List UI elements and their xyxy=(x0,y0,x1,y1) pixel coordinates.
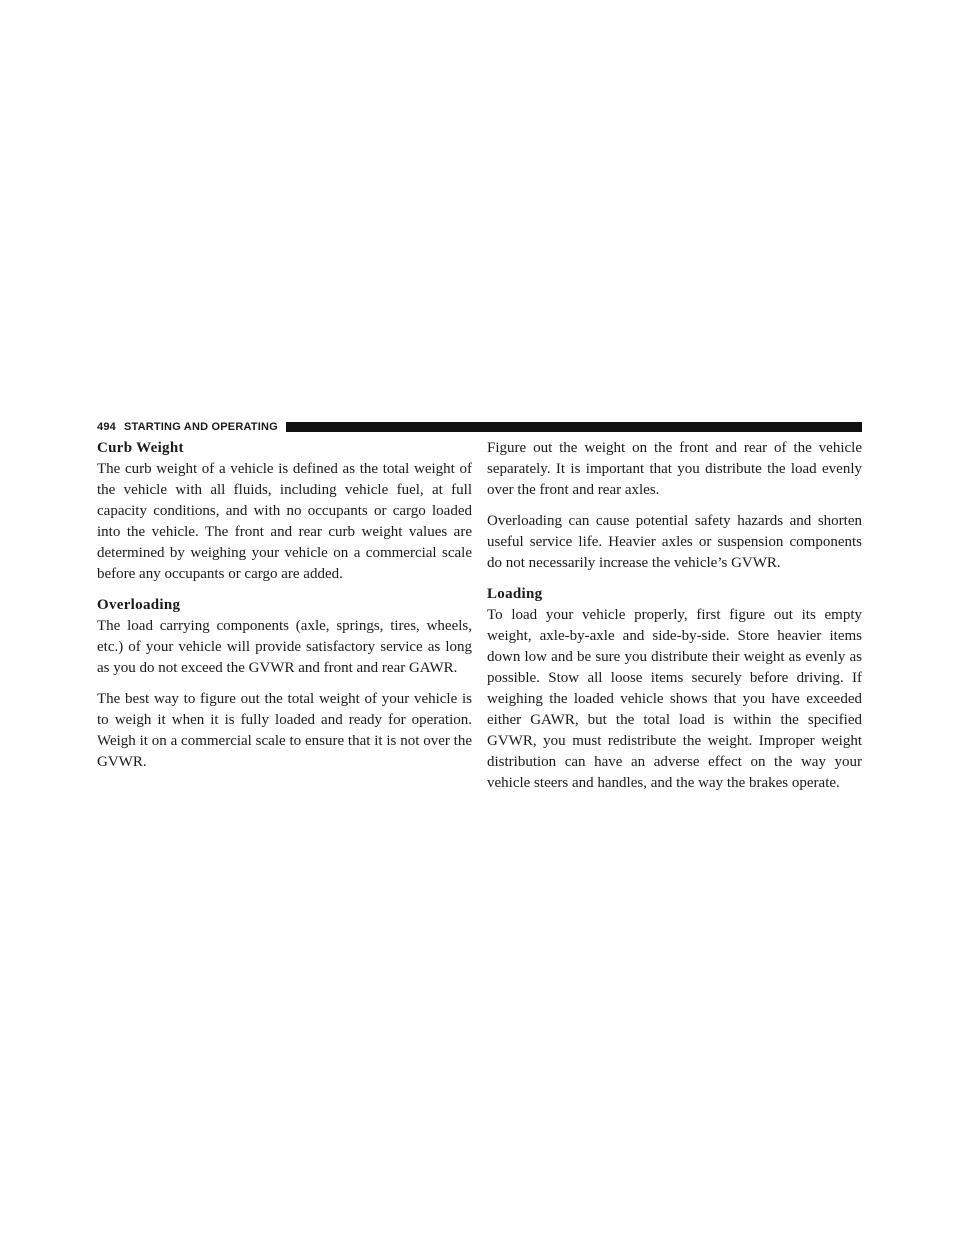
left-column xyxy=(97,438,472,773)
overloading-paragraph-1: The load carrying components (axle, springs, tires, wheels, etc.) of your vehicle will provide satisfactory service as long as you do not exceed the GVWR and front and rear GAWR. xyxy=(97,618,472,676)
curb-weight-heading: Curb Weight xyxy=(97,440,184,456)
right-column xyxy=(487,438,862,794)
overloading-hazards-paragraph: Overloading can cause potential safety hazards and shorten useful service life. Heavier axles or suspension components do not necessarily increase the vehicle’s GVWR. xyxy=(487,513,862,571)
header-rule xyxy=(286,422,862,432)
axle-distribution-paragraph: Figure out the weight on the front and rear of the vehicle separately. It is important that you distribute the load evenly over the front and rear axles. xyxy=(487,440,862,498)
section-title: STARTING AND OPERATING xyxy=(123,421,278,433)
loading-paragraph: To load your vehicle properly, first figure out its empty weight, axle-by-axle and side-by-side. Store heavier items down low and be sure you distribute their weight as evenly as possible. Stow all loose items securely before driving. If weighing the loaded vehicle shows that you have exceeded either GAWR, but the total load is within the specified GVWR, you must redistribute the weight. Improper weight distribution can have an adverse effect on the way your vehicle steers and handles, and the way the brakes operate. xyxy=(487,607,862,791)
page-number: 494 xyxy=(97,421,116,433)
page-header xyxy=(97,420,862,434)
curb-weight-paragraph: The curb weight of a vehicle is defined as the total weight of the vehicle with all fluids, including vehicle fuel, at full capacity conditions, and with no occupants or cargo loaded into the vehicle. The front and rear curb weight values are determined by weighing your vehicle on a commercial scale before any occupants or cargo are added. xyxy=(97,461,472,582)
overloading-paragraph-2: The best way to figure out the total weight of your vehicle is to weigh it when it is fully loaded and ready for operation. Weigh it on a commercial scale to ensure that it is not over the GVWR. xyxy=(97,691,472,770)
loading-heading: Loading xyxy=(487,586,543,602)
overloading-heading: Overloading xyxy=(97,597,181,613)
